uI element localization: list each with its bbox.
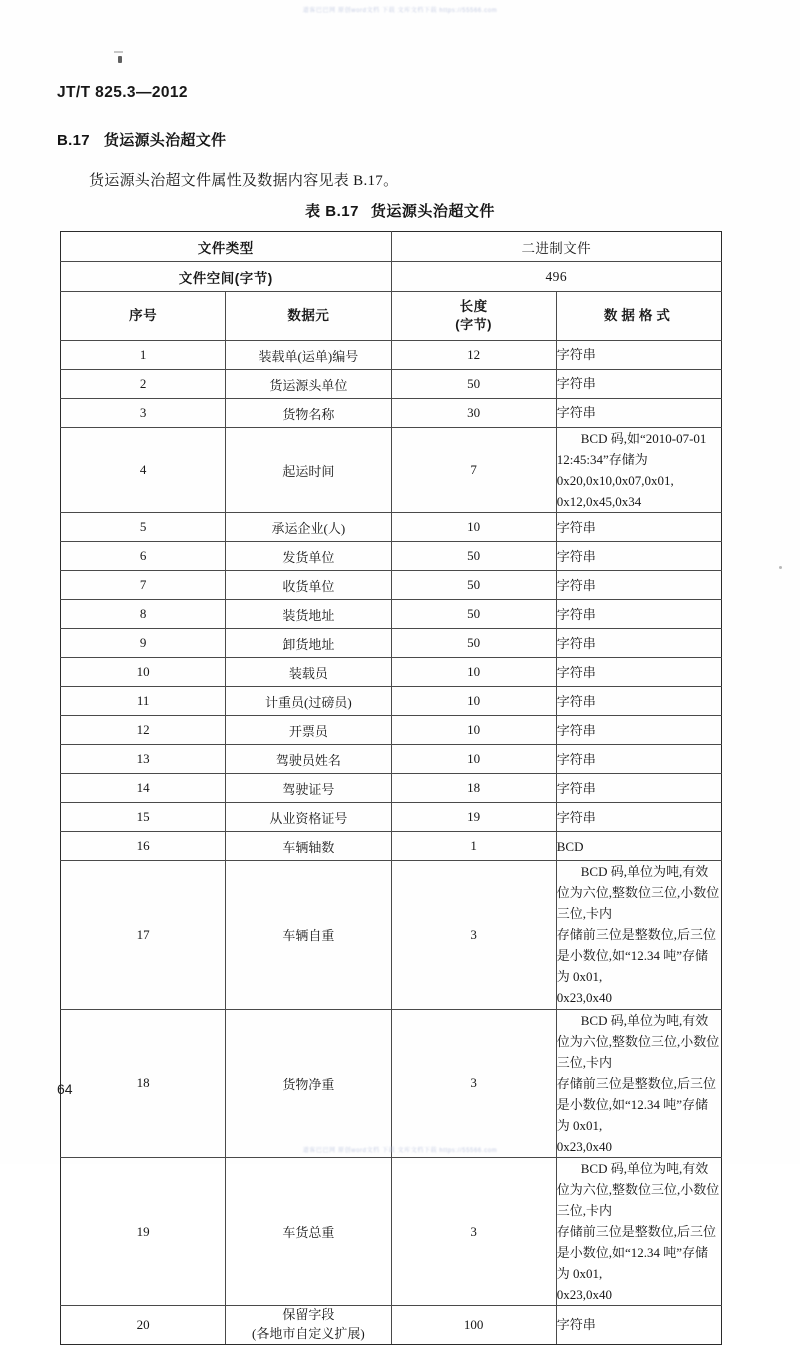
page-number: 64 [57,1081,73,1097]
scan-artifact-edge-mark [779,566,782,569]
table-caption [0,200,800,221]
cell-index: 9 [61,629,226,658]
table-row [61,687,722,716]
cell-format-line: 0x23,0x40 [556,990,612,1006]
table-row [61,629,722,658]
cell-index: 1 [61,341,226,370]
column-header-format [556,292,721,341]
cell-format [556,774,721,803]
cell-format [556,745,721,774]
cell-format [556,861,721,1009]
cell-index: 11 [61,687,226,716]
cell-format-line: 字符串 [556,347,596,363]
cell-element: 承运企业(人) [226,513,391,542]
cell-element: 驾驶证号 [226,774,391,803]
cell-format [556,832,721,861]
scan-artifact-speckle-line [114,51,123,53]
cell-format-line: 字符串 [556,635,596,651]
column-header-length-unit: (字节) [455,317,492,333]
table-row [61,1157,722,1305]
cell-length: 3 [391,1009,556,1157]
cell-format-line: 字符串 [556,693,596,709]
cell-length: 12 [391,341,556,370]
table-row [61,370,722,399]
cell-length: 50 [391,600,556,629]
table-row [61,571,722,600]
table-row [61,803,722,832]
column-header-length-main: 长度 [459,299,488,315]
cell-format-line: 字符串 [556,405,596,421]
column-header-element: 数据元 [226,292,391,341]
table-row [61,542,722,571]
cell-index: 8 [61,600,226,629]
cell-format [556,600,721,629]
cell-element: 卸货地址 [226,629,391,658]
cell-index: 19 [61,1157,226,1305]
cell-element-line: (各地市自定义扩展) [252,1326,365,1342]
cell-format [556,629,721,658]
cell-index: 17 [61,861,226,1009]
spec-table-wrapper [60,231,722,1345]
cell-format-line: BCD 码,单位为吨,有效位为六位,整数位三位,小数位三位,卡内 [556,864,720,922]
table-header-row [61,292,722,341]
cell-format-line: 0x23,0x40 [556,1138,612,1154]
cell-format-line: 字符串 [556,722,596,738]
cell-format-line: BCD 码,单位为吨,有效位为六位,整数位三位,小数位三位,卡内 [556,1012,720,1070]
cell-format-line: 0x12,0x45,0x34 [556,494,642,510]
cell-length: 10 [391,687,556,716]
cell-length: 3 [391,1157,556,1305]
cell-format-line: 存储前三位是整数位,后三位是小数位,如“12.34 吨”存储为 0x01, [556,1223,717,1282]
cell-format-line: 字符串 [556,780,596,796]
table-row [61,861,722,1009]
table-row [61,832,722,861]
cell-length: 3 [391,861,556,1009]
cell-format [556,513,721,542]
cell-format [556,428,721,513]
cell-length: 10 [391,745,556,774]
cell-element: 开票员 [226,716,391,745]
cell-format [556,341,721,370]
cell-format-line: 字符串 [556,519,596,535]
cell-element: 驾驶员姓名 [226,745,391,774]
cell-element: 从业资格证号 [226,803,391,832]
section-paragraph: 货运源头治超文件属性及数据内容见表 B.17。 [89,173,399,189]
table-meta-row-filesize [61,262,722,292]
cell-element-line: 保留字段 [282,1307,335,1323]
cell-index: 16 [61,832,226,861]
cell-index: 4 [61,428,226,513]
cell-length: 7 [391,428,556,513]
section-number: B.17 [57,132,90,149]
meta-value-filesize: 496 [391,262,722,292]
table-row [61,658,722,687]
cell-element: 发货单位 [226,542,391,571]
cell-format-line: 字符串 [556,1317,596,1333]
table-row [61,716,722,745]
column-header-length [391,292,556,341]
cell-format-line: 字符串 [556,664,596,680]
cell-format-line: 0x23,0x40 [556,1287,612,1303]
watermark-bottom: 道客巴巴网 原创word文档 下载 文库文档下载 https://55566.com [302,1148,498,1154]
cell-format-line: 字符串 [556,751,596,767]
cell-length: 50 [391,571,556,600]
cell-element: 车辆自重 [226,861,391,1009]
cell-length: 50 [391,370,556,399]
cell-element: 装货地址 [226,600,391,629]
cell-index: 5 [61,513,226,542]
cell-length: 100 [391,1306,556,1345]
cell-index: 15 [61,803,226,832]
table-row [61,1306,722,1345]
section-title: 货运源头治超文件 [103,132,227,149]
cell-length: 10 [391,716,556,745]
cell-element: 装载员 [226,658,391,687]
cell-length: 50 [391,629,556,658]
cell-format [556,571,721,600]
cell-format-line: BCD [556,838,584,854]
cell-index: 2 [61,370,226,399]
cell-format-line: 字符串 [556,606,596,622]
cell-format-line: 字符串 [556,809,596,825]
cell-length: 30 [391,399,556,428]
cell-index: 3 [61,399,226,428]
cell-element: 起运时间 [226,428,391,513]
cell-length: 50 [391,542,556,571]
cell-format [556,687,721,716]
column-header-format-label: 数据格式 [603,307,674,323]
cell-format-line: 字符串 [556,376,596,392]
cell-format [556,716,721,745]
cell-format-line: BCD 码,如“2010-07-01 12:45:34”存储为 0x20,0x10,0x07,0x01, [556,431,707,489]
cell-format [556,803,721,832]
cell-index: 18 [61,1009,226,1157]
cell-format-line: BCD 码,单位为吨,有效位为六位,整数位三位,小数位三位,卡内 [556,1160,720,1218]
cell-index: 20 [61,1306,226,1345]
table-row [61,428,722,513]
table-row [61,341,722,370]
meta-value-filetype: 二进制文件 [391,232,722,262]
cell-element: 收货单位 [226,571,391,600]
cell-element: 货物净重 [226,1009,391,1157]
cell-length: 19 [391,803,556,832]
cell-format-line: 字符串 [556,577,596,593]
cell-length: 1 [391,832,556,861]
cell-format [556,1009,721,1157]
meta-label-filesize: 文件空间(字节) [61,262,392,292]
cell-format [556,370,721,399]
table-caption-number: 表 B.17 [305,203,359,220]
watermark-top: 道客巴巴网 原创word文档 下载 文库文档下载 https://55566.com [302,8,498,14]
cell-element [226,1306,391,1345]
cell-length: 18 [391,774,556,803]
table-meta-row-filetype [61,232,722,262]
section-heading [57,129,226,150]
cell-element: 货运源头单位 [226,370,391,399]
table-row [61,774,722,803]
table-row [61,399,722,428]
cell-element: 计重员(过磅员) [226,687,391,716]
column-header-index: 序号 [61,292,226,341]
cell-format [556,542,721,571]
cell-element: 装载单(运单)编号 [226,341,391,370]
cell-length: 10 [391,658,556,687]
spec-table-body [61,232,722,1345]
table-row [61,1009,722,1157]
cell-format-line: 字符串 [556,548,596,564]
cell-element: 车辆轴数 [226,832,391,861]
cell-format [556,1157,721,1305]
cell-format-line: 存储前三位是整数位,后三位是小数位,如“12.34 吨”存储为 0x01, [556,1075,717,1133]
cell-element: 货物名称 [226,399,391,428]
standard-number-header: JT/T 825.3—2012 [57,84,188,101]
cell-element: 车货总重 [226,1157,391,1305]
scan-artifact-speckle [118,56,122,63]
cell-format [556,1306,721,1345]
cell-format [556,658,721,687]
cell-index: 7 [61,571,226,600]
table-row [61,745,722,774]
cell-format [556,399,721,428]
cell-format-line: 存储前三位是整数位,后三位是小数位,如“12.34 吨”存储为 0x01, [556,927,717,985]
cell-length: 10 [391,513,556,542]
cell-index: 12 [61,716,226,745]
meta-label-filetype: 文件类型 [61,232,392,262]
file-spec-table [60,231,722,1345]
table-row [61,513,722,542]
table-caption-title: 货运源头治超文件 [370,203,495,220]
cell-index: 13 [61,745,226,774]
cell-index: 14 [61,774,226,803]
table-row [61,600,722,629]
cell-index: 6 [61,542,226,571]
cell-index: 10 [61,658,226,687]
